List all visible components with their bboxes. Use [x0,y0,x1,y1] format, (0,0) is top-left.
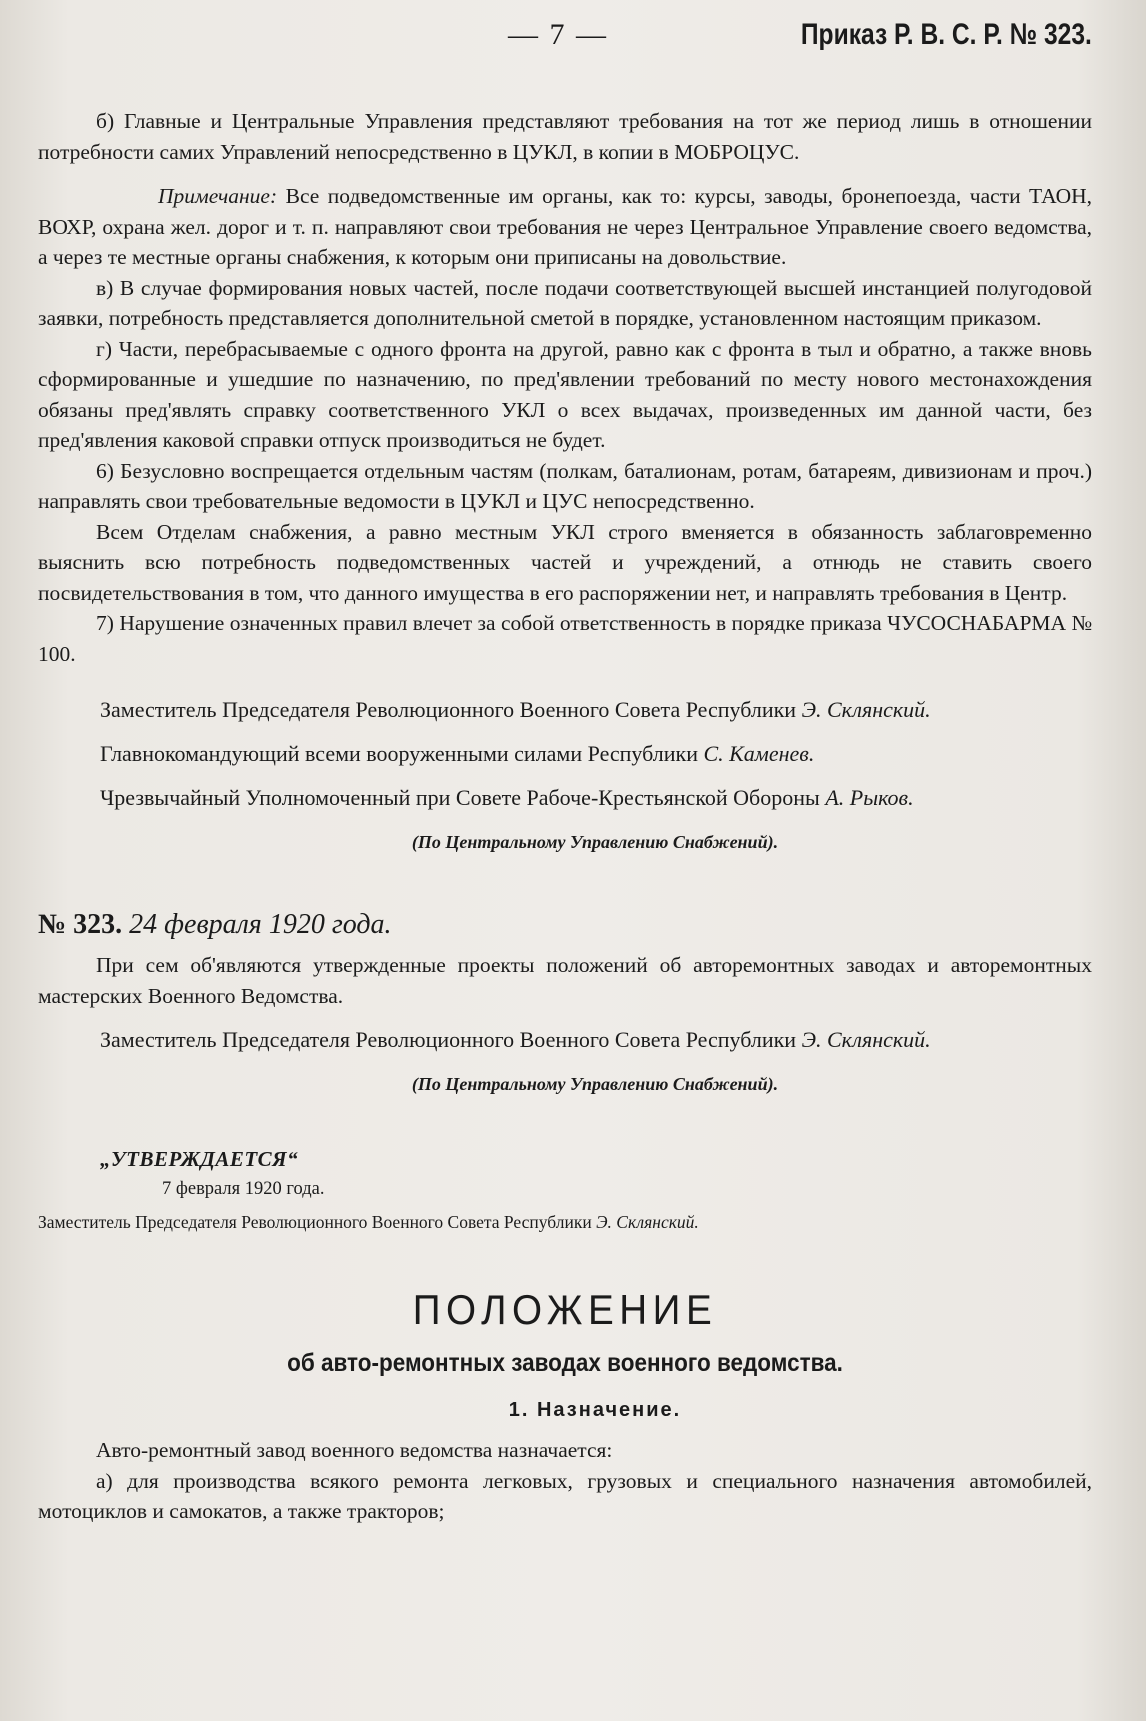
order-heading [38,910,1092,941]
approval-signatory-name: Э. Склянский. [596,1212,699,1232]
note-text: Все подведомственные им органы, как то: курсы, заводы, бронепоезда, части ТАОН, ВОХР, охрана жел. дорог и т. п. направляют свои требования не через Центральное Управление своего ведомства, а через те местные органы снабжения, к которым они приписаны на довольствие. [38,184,1092,269]
order-reference: Приказ Р. В. С. Р. № 323. [801,18,1092,51]
signature-line [100,783,1092,813]
order-text: При сем об'являются утвержденные проекты положений об авторемонтных заводах и авторемонтных мастерских Военного Ведомства. [38,953,1092,1008]
note-paragraph [38,181,1092,273]
paragraph-b: б) Главные и Центральные Управления представляют требования на тот же период лишь в отношении потребности самих Управлений непосредственно в ЦУКЛ, в копии в МОБРОЦУС. [38,109,1092,164]
order-date: 24 февраля 1920 года. [122,908,392,940]
page-number: — 7 — [508,18,608,51]
approval-signatory-title: Заместитель Председателя Революционного Военного Совета Республики [38,1212,597,1232]
signature-title: Чрезвычайный Уполномоченный при Совете Рабоче-Крестьянской Обороны [100,785,826,810]
paragraph-7: 7) Нарушение означенных правил влечет за собой ответственность в порядке приказа ЧУСОСНАБАРМА № 100. [38,611,1092,666]
regulation-intro: Авто-ремонтный завод военного ведомства назначается: [96,1438,613,1462]
section-heading: 1. Назначение. [508,1398,682,1421]
signature-name: Э. Склянский. [801,1027,931,1052]
signature-title: Заместитель Председателя Революционного Военного Совета Республики [100,697,802,722]
page-header [38,18,1092,62]
regulation-title: ПОЛОЖЕНИЕ [412,1286,718,1333]
note-label: Примечание: [158,184,278,208]
regulation-item-a: а) для производства всякого ремонта легковых, грузовых и специального назначения автомобилей, мотоциклов и самокатов, а также тракторов; [38,1468,1092,1523]
paragraph-v: в) В случае формирования новых частей, после подачи соответствующей высшей инстанцией полугодовой заявки, потребность представляется дополнительной сметой в порядке, установленном настоящим приказом. [38,275,1092,330]
signature-name: С. Каменев. [703,741,815,766]
source-note: (По Центральному Управлению Снабжений). [411,1074,779,1094]
signature-name: А. Рыков. [825,785,914,810]
paragraph-6: 6) Безусловно воспрещается отдельным частям (полкам, баталионам, ротам, батареям, дивизионам и проч.) направлять свои требовательные ведомости в ЦУКЛ и ЦУС непосредственно. [38,458,1092,513]
approval-date: 7 февраля 1920 года. [162,1179,325,1199]
source-note: (По Центральному Управлению Снабжений). [411,832,779,852]
signature-name: Э. Склянский. [801,697,931,722]
signature-title: Заместитель Председателя Революционного Военного Совета Республики [100,1027,802,1052]
signature-line [100,1025,1092,1055]
signature-title: Главнокомандующий всеми вооруженными силами Республики [100,741,704,766]
paragraph-g: г) Части, перебрасываемые с одного фронта на другой, равно как с фронта в тыл и обратно, а также вновь сформированные и ушедшие по назначению, по пред'явлении требований по месту нового местонахождения обязаны пред'являть справку соответственного УКЛ о всех выдачах, произведенных им данной части, без пред'явления каковой справки отпуск производиться не будет. [38,336,1092,452]
regulation-subtitle: об авто-ремонтных заводах военного ведомства. [287,1349,843,1377]
signature-line [100,695,1092,725]
paragraph-all-departments: Всем Отделам снабжения, а равно местным УКЛ строго вменяется в обязанность заблаговременно выяснить всю потребность подведомственных частей и учреждений, а отнюдь не ставить своего посвидетельствования в том, что данного имущества в его распоряжении нет, и направлять требования в Центр. [38,519,1092,605]
order-number: № 323. [38,908,123,940]
signature-line [100,739,1092,769]
approval-label: „УТВЕРЖДАЕТСЯ“ [100,1146,299,1171]
approval-signatory [38,1208,1092,1236]
